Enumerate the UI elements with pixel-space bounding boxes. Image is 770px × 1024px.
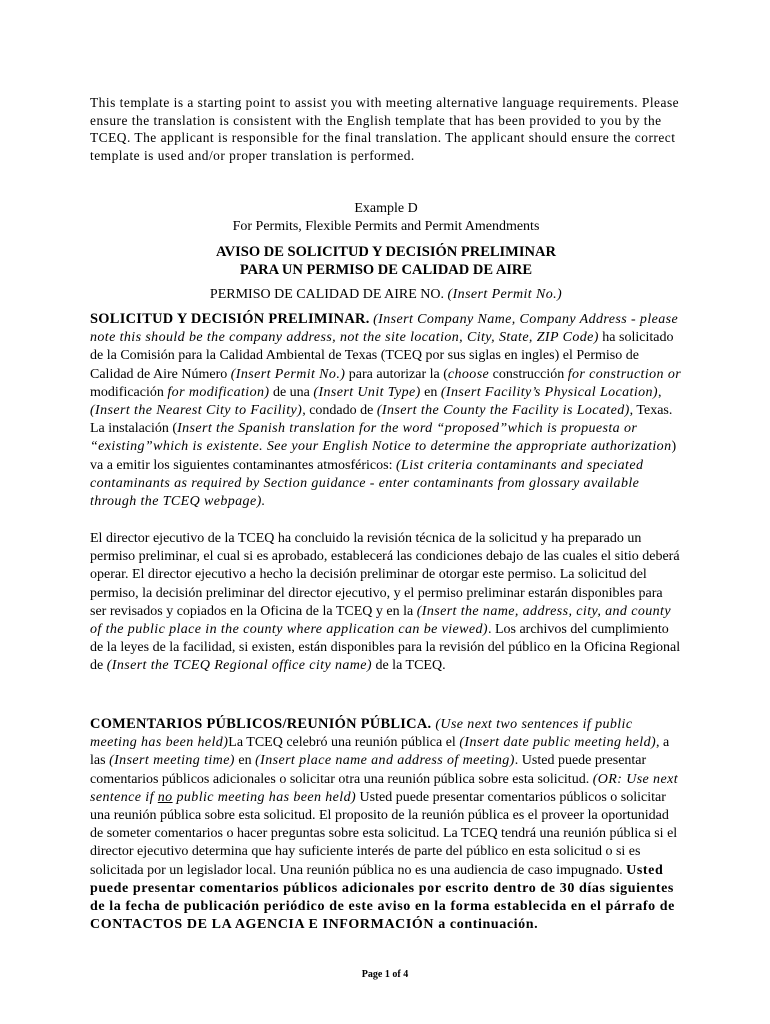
body-text: para autorizar la ( xyxy=(345,366,448,382)
example-title: Example D xyxy=(354,201,418,216)
body-text: , condado de xyxy=(302,403,377,419)
placeholder-construction: for construction or xyxy=(567,366,682,382)
underlined-no: no xyxy=(157,789,173,805)
permit-number-line xyxy=(90,286,682,304)
footer-page-word: Page xyxy=(361,969,385,980)
intro-paragraph: This template is a starting point to assist you with meeting alternative language requirements. Please ensure the translation is consistent with the English template that has been provided to you by the TCEQ. The applicant is responsible for the final translation. The applicant should ensure the correct template is used and/or proper translation is performed. xyxy=(90,95,680,163)
placeholder-company: (Insert Company Name, Company Address - please note this should be the company address, not the site location, City, State, ZIP Code) xyxy=(90,312,679,346)
body-text: , Texas. La instalación ( xyxy=(90,403,673,437)
placeholder-meeting-date: (Insert date public meeting held) xyxy=(459,735,657,751)
section-heading: SOLICITUD Y DECISIÓN PRELIMINAR. xyxy=(90,311,370,327)
placeholder-city: (Insert the Nearest City to Facility) xyxy=(90,403,303,419)
body-text: El director ejecutivo de la TCEQ ha concluido la revisión técnica de la solicitud y ha preparado un permiso preliminar, el cual si es aprobado, establecerá las condiciones debajo de las cuales el sitio deberá operar. El director ejecutivo a hecho la decisión preliminar de otorgar este permiso. La solicitud del permiso, la decisión preliminar del director ejecutivo, y el permiso preliminar estarán disponibles para ser revisados y copiados en la Oficina de la TCEQ y en la xyxy=(90,531,680,619)
body-text: en xyxy=(420,384,441,400)
body-text: Usted puede presentar comentarios públicos o solicitar una reunión pública sobre esta solicitud. El proposito de la reunión pública es el proveer la oportunidad de someter comentarios o hacer preguntas sobre esta solicitud. La TCEQ tendrá una reunión pública si el director ejecutivo determina que hay suficiente interés de parte del público en esta solicitud o si es solicitada por un legislador local. Una reunión pública no es una audiencia de caso impugnado. xyxy=(90,789,678,878)
placeholder-instruction: (Use next two sentences if public meeting has been held) xyxy=(90,717,633,751)
placeholder-meeting-place: (Insert place name and address of meeting) xyxy=(255,753,515,769)
placeholder-modification: for modification) xyxy=(167,384,270,400)
body-text: . Los archivos del cumplimiento de la leyes de la facilidad, si existen, están disponibles para la revisión del público en la Oficina Regional de xyxy=(90,622,681,674)
footer-of-word: of xyxy=(389,969,404,980)
placeholder-instruction: (OR: Use next sentence if xyxy=(90,771,678,805)
section-heading: COMENTARIOS PÚBLICOS/REUNIÓN PÚBLICA. xyxy=(90,716,432,732)
body-text: , xyxy=(658,384,662,400)
body-text: , a las xyxy=(90,735,670,769)
body-text: de la TCEQ. xyxy=(371,658,446,674)
placeholder-choose: choose xyxy=(447,366,490,382)
body-text: en xyxy=(234,753,256,769)
section-public-comments xyxy=(90,715,682,934)
placeholder-county: (Insert the County the Facility is Located) xyxy=(376,403,630,419)
placeholder-authorization: Insert the Spanish translation for the word “proposed”which is propuesta or “existing”which is existente. See your English Notice to determine the appropriate authorization xyxy=(90,421,672,455)
placeholder-instruction: public meeting has been held) xyxy=(172,789,357,805)
section-application-preliminary-decision xyxy=(90,310,682,511)
placeholder-contaminants: (List criteria contaminants and speciated contaminants as required by Section guidance - enter contaminants from glossary available through the TCEQ webpage). xyxy=(90,457,644,510)
placeholder-meeting-time: (Insert meeting time) xyxy=(109,753,235,769)
body-text: La TCEQ celebró una reunión pública el xyxy=(228,735,460,751)
body-text: de una xyxy=(269,384,314,400)
placeholder-regional-office: (Insert the TCEQ Regional office city name) xyxy=(106,658,372,674)
body-text: construcción xyxy=(489,366,568,382)
section-executive-director xyxy=(90,530,682,676)
body-text: modificación xyxy=(90,384,168,400)
body-text: ha solicitado de la Comisión para la Calidad Ambiental de Texas (TCEQ por sus siglas en ingles) el Permiso de Calidad de Aire Número xyxy=(90,330,674,382)
page-footer xyxy=(0,969,770,981)
permit-placeholder: (Insert Permit No.) xyxy=(447,287,563,302)
permit-label: PERMISO DE CALIDAD DE AIRE NO. xyxy=(209,287,445,302)
bold-deadline-text: Usted puede presentar comentarios públicos adicionales por escrito dentro de 30 días siguientes de la fecha de publicación periódico de este aviso en la forma establecida en el párrafo de CONTACTOS DE LA AGENCIA E INFORMACIÓN a continuación. xyxy=(90,862,675,933)
placeholder-location: (Insert Facility’s Physical Location) xyxy=(440,384,658,400)
placeholder-public-place: (Insert the name, address, city, and county of the public place in the county where application can be viewed) xyxy=(90,603,671,638)
notice-heading-line2: PARA UN PERMISO DE CALIDAD DE AIRE xyxy=(239,262,533,278)
footer-current-page: 1 xyxy=(384,969,390,980)
body-text: . Usted puede presentar comentarios públicos adicionales o solicitar otra una reunión pública sobre esta solicitud. xyxy=(90,753,647,787)
notice-heading-line1: AVISO DE SOLICITUD Y DECISIÓN PRELIMINAR xyxy=(216,244,556,260)
placeholder-unit-type: (Insert Unit Type) xyxy=(313,384,421,400)
footer-total-pages: 4 xyxy=(403,969,409,980)
body-text: ) va a emitir los siguientes contaminantes atmosféricos: xyxy=(90,439,677,473)
placeholder-permit-no: (Insert Permit No.) xyxy=(230,366,346,382)
example-subtitle: For Permits, Flexible Permits and Permit Amendments xyxy=(232,219,540,234)
